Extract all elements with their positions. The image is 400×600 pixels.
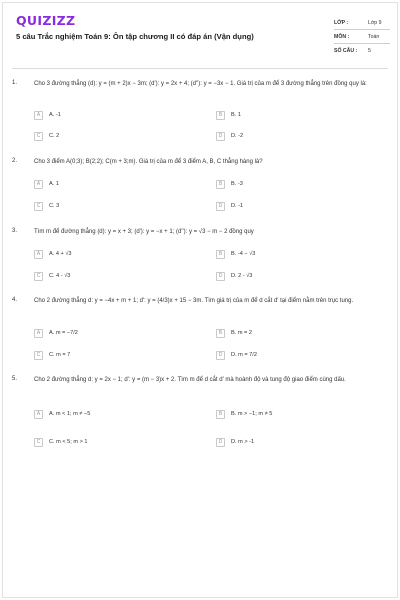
option-text: A. m < 1; m ≠ −5 [49,411,91,417]
meta-label: SỐ CÂU : [334,48,358,54]
option-c[interactable] [34,131,59,141]
option-letter-box: C [34,132,43,141]
question-text: Cho 3 điểm A(0;3); B(2;2); C(m + 3;m). Giá trị của m để 3 điểm A, B, C thẳng hàng là? [34,159,263,165]
option-letter-box: B [216,410,225,419]
question-text: Cho 2 đường thẳng d: y = 2x − 1; d': y = (m − 3)x + 2. Tìm m để d cắt d' mà hoành độ và tung độ giao điểm cùng dấu. [34,377,346,383]
meta-value: Lớp 9 [368,19,382,26]
option-a[interactable] [34,409,90,419]
option-text: C. m = 7 [49,352,71,358]
option-b[interactable] [216,409,272,419]
page-title: 5 câu Trắc nghiệm Toán 9: Ôn tập chương II có đáp án (Vận dụng) [16,32,254,41]
question-number: 2. [12,158,18,164]
question-number: 3. [12,228,18,234]
question-text: Cho 3 đường thẳng (d): y = (m + 2)x − 3m; (d'): y = 2x + 4; (d''): y = −3x − 1. Giá trị của m để 3 đường thẳng trên đồng quy là: [34,81,367,87]
meta-row-class [334,16,390,30]
option-letter-box: A [34,250,43,259]
option-c[interactable] [34,437,88,447]
question-number: 1. [12,80,18,86]
option-c[interactable] [34,350,70,360]
option-letter-box: D [216,132,225,141]
header-divider [12,68,388,69]
option-letter-box: B [216,180,225,189]
question-number: 5. [12,376,18,382]
option-text: B. -3 [231,181,243,187]
option-letter-box: A [34,410,43,419]
option-text: B. m > −1; m ≠ 5 [231,411,273,417]
question-number: 4. [12,297,18,303]
option-a[interactable] [34,179,59,189]
option-letter-box: D [216,202,225,211]
option-text: B. -4 − √3 [231,251,256,257]
question-text: Cho 2 đường thẳng d: y = −4x + m + 1; d': y = (4/3)x + 15 − 3m. Tìm giá trị của m để d cắt d' tại điểm nằm trên trục tung. [34,298,354,304]
option-text: D. 2 - √3 [231,273,253,279]
option-letter-box: A [34,111,43,120]
meta-label: MÔN : [334,33,350,40]
option-letter-box: D [216,438,225,447]
meta-table [334,16,390,58]
option-text: A. -1 [49,112,61,118]
option-letter-box: D [216,351,225,360]
quizizz-logo: QUIZIZZ [16,13,76,28]
option-letter-box: B [216,329,225,338]
option-letter-box: C [34,272,43,281]
option-d[interactable] [216,437,254,447]
option-text: D. -2 [231,133,244,139]
option-letter-box: C [34,438,43,447]
option-d[interactable] [216,271,252,281]
option-d[interactable] [216,350,257,360]
option-text: A. m = −7/2 [49,330,78,336]
option-text: A. 4 + √3 [49,251,72,257]
option-letter-box: B [216,250,225,259]
option-d[interactable] [216,201,243,211]
option-letter-box: B [216,111,225,120]
option-text: D. m = 7/2 [231,352,257,358]
option-c[interactable] [34,201,59,211]
option-text: C. 3 [49,203,60,209]
question-text: Tìm m để đường thẳng (d): y = x + 3; (d'): y = −x + 1; (d''): y = √3 − m − 2 đồng quy [34,229,254,235]
option-text: C. 2 [49,133,60,139]
option-text: B. m = 2 [231,330,252,336]
option-b[interactable] [216,110,241,120]
option-text: C. m < 5; m > 1 [49,439,88,445]
option-b[interactable] [216,328,252,338]
option-b[interactable] [216,249,255,259]
option-b[interactable] [216,179,243,189]
option-text: B. 1 [231,112,241,118]
option-letter-box: A [34,329,43,338]
meta-row-count [334,44,390,58]
option-text: D. m > -1 [231,439,255,445]
option-c[interactable] [34,271,70,281]
option-letter-box: D [216,272,225,281]
option-a[interactable] [34,110,61,120]
option-a[interactable] [34,328,78,338]
option-text: C. 4 - √3 [49,273,71,279]
worksheet-header [16,12,386,62]
meta-row-subject [334,30,390,44]
meta-value: Toán [368,33,380,40]
option-letter-box: C [34,202,43,211]
option-text: A. 1 [49,181,59,187]
meta-label: LỚP : [334,19,349,26]
option-d[interactable] [216,131,243,141]
meta-value: 5 [368,48,371,54]
option-letter-box: C [34,351,43,360]
option-a[interactable] [34,249,72,259]
option-text: D. -1 [231,203,244,209]
option-letter-box: A [34,180,43,189]
